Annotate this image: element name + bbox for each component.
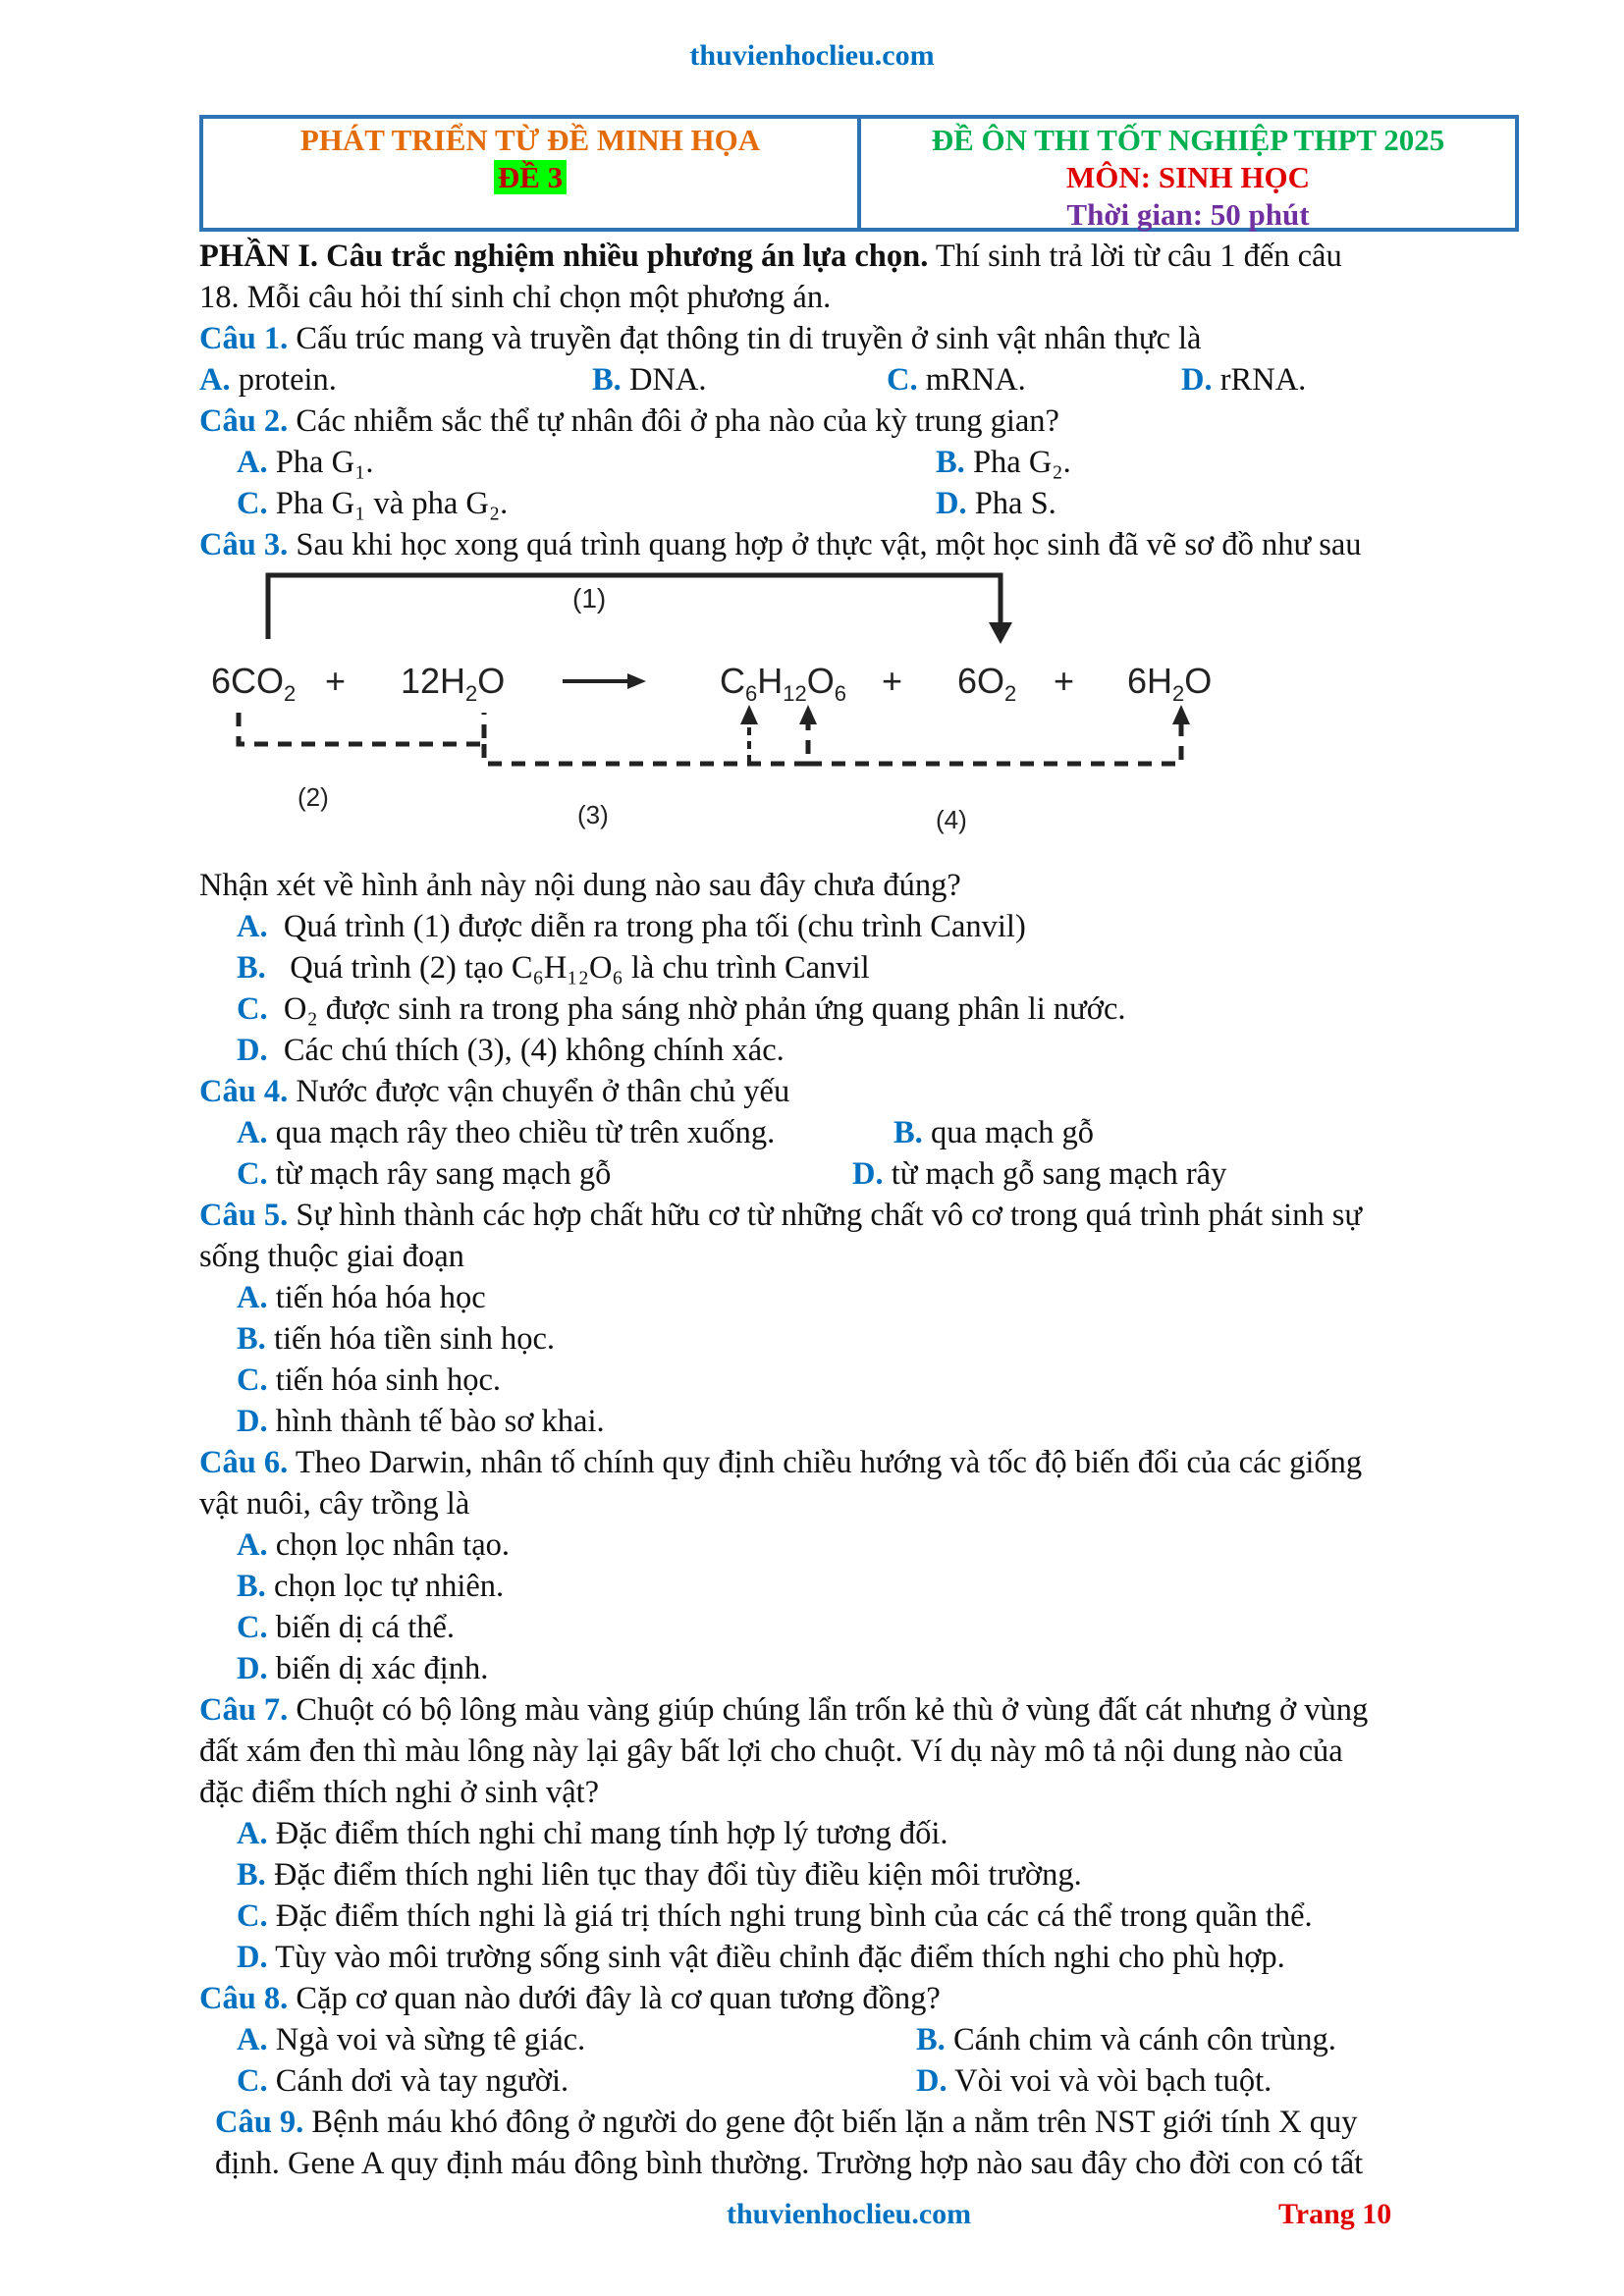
- q7-option-a[interactable]: A. Đặc điểm thích nghi chỉ mang tính hợp lý tương đối.: [237, 1816, 948, 1851]
- q5-option-b[interactable]: B. tiến hóa tiền sinh học.: [237, 1321, 556, 1357]
- header-right-cell: [861, 119, 1515, 232]
- question-7-cont: đất xám đen thì màu lông này lại gây bất lợi cho chuột. Ví dụ này mô tả nội dung nào của: [199, 1734, 1343, 1769]
- question-text: Theo Darwin, nhân tố chính quy định chiều hướng và tốc độ biến đổi của các giống: [288, 1445, 1363, 1480]
- arrow-head-icon: [740, 705, 758, 724]
- question-text: Nước được vận chuyển ở thân chủ yếu: [288, 1074, 790, 1109]
- question-text: Cặp cơ quan nào dưới đây là cơ quan tương đồng?: [288, 1981, 941, 2016]
- process-2-bracket: [239, 713, 484, 744]
- footer-site-link[interactable]: thuvienhoclieu.com: [727, 2198, 972, 2230]
- question-7-cont2: đặc điểm thích nghi ở sinh vật?: [199, 1775, 600, 1810]
- question-label: Câu 4.: [199, 1074, 289, 1109]
- q3-option-d[interactable]: D. Các chú thích (3), (4) không chính xác.: [237, 1033, 785, 1068]
- question-label: Câu 1.: [199, 321, 289, 356]
- q1-option-d[interactable]: D. rRNA.: [1181, 362, 1307, 398]
- q5-option-d[interactable]: D. hình thành tế bào sơ khai.: [237, 1404, 605, 1439]
- question-3: [199, 524, 1519, 565]
- question-label: Câu 2.: [199, 403, 289, 439]
- part1-intro: [199, 236, 1519, 277]
- part1-title: PHẦN I. Câu trắc nghiệm nhiều phương án lựa chọn.: [199, 239, 929, 274]
- header-left-cell: [203, 119, 861, 228]
- diagram-label-4: (4): [936, 805, 967, 834]
- process-1-bracket: [268, 575, 1001, 639]
- q8-option-d[interactable]: D. Vòi voi và vòi bạch tuột.: [916, 2063, 1272, 2099]
- process-4-bracket: [808, 713, 1181, 764]
- question-label: Câu 3.: [199, 527, 289, 562]
- q4-options-row2: [199, 1153, 1519, 1195]
- q8-options-row1: [199, 2019, 1519, 2060]
- question-label: Câu 8.: [199, 1981, 289, 2016]
- question-text: Sự hình thành các hợp chất hữu cơ từ những chất vô cơ trong quá trình phát sinh sự: [288, 1198, 1362, 1233]
- exam-duration: Thời gian: 50 phút: [1066, 197, 1310, 232]
- q8-option-b[interactable]: B. Cánh chim và cánh côn trùng.: [916, 2022, 1336, 2057]
- site-header-link[interactable]: thuvienhoclieu.com: [689, 39, 935, 72]
- q1-option-c[interactable]: C. mRNA.: [887, 362, 1026, 398]
- q4-option-b[interactable]: B. qua mạch gỗ: [893, 1115, 1094, 1150]
- q6-option-c[interactable]: C. biến dị cá thể.: [237, 1610, 456, 1645]
- question-text: Chuột có bộ lông màu vàng giúp chúng lẩn trốn kẻ thù ở vùng đất cát nhưng ở vùng: [288, 1692, 1369, 1728]
- question-text: Sau khi học xong quá trình quang hợp ở thực vật, một học sinh đã vẽ sơ đồ như sau: [288, 527, 1362, 562]
- q3-prompt: Nhận xét về hình ảnh này nội dung nào sau đây chưa đúng?: [199, 868, 961, 903]
- question-text: Các nhiễm sắc thể tự nhân đôi ở pha nào của kỳ trung gian?: [288, 403, 1059, 439]
- q2-option-c[interactable]: C. Pha G₁ và pha G₂.: [237, 486, 509, 521]
- diagram-co2: $6CO_2$: [211, 661, 297, 706]
- diagram-label-3: (3): [577, 800, 609, 829]
- diagram-o2: $6O_2$: [957, 661, 1017, 706]
- question-1: [199, 318, 1519, 359]
- q2-options-row2: [199, 483, 1519, 524]
- question-4: [199, 1071, 1519, 1112]
- question-label: Câu 6.: [199, 1445, 289, 1480]
- q6-option-d[interactable]: D. biến dị xác định.: [237, 1651, 489, 1686]
- question-label: Câu 7.: [199, 1692, 289, 1728]
- exam-title: ĐỀ ÔN THI TỐT NGHIỆP THPT 2025: [931, 123, 1445, 157]
- question-7: [199, 1689, 1519, 1731]
- q7-option-c[interactable]: C. Đặc điểm thích nghi là giá trị thích nghi trung bình của các cá thể trong quần thể.: [237, 1898, 1313, 1934]
- part1-intro-line2: 18. Mỗi câu hỏi thí sinh chỉ chọn một phương án.: [199, 280, 832, 315]
- arrow-head-icon: [627, 673, 646, 689]
- diagram-plus-1: +: [325, 661, 347, 701]
- q1-option-b[interactable]: B. DNA.: [592, 362, 707, 398]
- q4-options-row1: [199, 1112, 1519, 1153]
- question-text: Bệnh máu khó đông ở người do gene đột biến lặn a nằm trên NST giới tính X quy: [303, 2105, 1358, 2140]
- exam-number: ĐỀ 3: [494, 160, 567, 194]
- q7-option-b[interactable]: B. Đặc điểm thích nghi liên tục thay đổi tùy điều kiện môi trường.: [237, 1857, 1082, 1893]
- diagram-glucose: $C_6H_{12}O_6$: [720, 661, 846, 706]
- q6-option-a[interactable]: A. chọn lọc nhân tạo.: [237, 1527, 510, 1563]
- question-8: [199, 1978, 1519, 2019]
- q8-options-row2: [199, 2060, 1519, 2102]
- q2-options-row1: [199, 442, 1519, 483]
- diagram-label-1: (1): [572, 583, 607, 614]
- q2-option-a[interactable]: A. Pha G₁.: [237, 445, 374, 480]
- q6-option-b[interactable]: B. chọn lọc tự nhiên.: [237, 1569, 505, 1604]
- question-5: [199, 1195, 1519, 1236]
- question-label: Câu 9.: [215, 2105, 304, 2140]
- q3-option-a[interactable]: A. Quá trình (1) được diễn ra trong pha tối (chu trình Canvil): [237, 909, 1026, 944]
- diagram-h2o-reactant: $12H_2O$: [401, 661, 506, 706]
- exam-header-box: [199, 115, 1519, 232]
- q8-option-c[interactable]: C. Cánh dơi và tay người.: [237, 2063, 569, 2099]
- q7-option-d[interactable]: D. Tùy vào môi trường sống sinh vật điều chỉnh đặc điểm thích nghi cho phù hợp.: [237, 1940, 1285, 1975]
- q2-option-d[interactable]: D. Pha S.: [936, 486, 1056, 521]
- q1-options: [199, 359, 1519, 400]
- diagram-plus-2: +: [882, 661, 903, 701]
- question-9: [199, 2102, 1519, 2143]
- exam-content: [199, 236, 1519, 2184]
- question-5-cont: sống thuộc giai đoạn: [199, 1239, 464, 1274]
- diagram-plus-3: +: [1054, 661, 1075, 701]
- q4-option-a[interactable]: A. qua mạch rây theo chiều từ trên xuống.: [237, 1115, 776, 1150]
- q3-option-c[interactable]: C. O₂ được sinh ra trong pha sáng nhờ phản ứng quang phân li nước.: [237, 991, 1126, 1027]
- question-6: [199, 1442, 1519, 1483]
- arrow-head-icon: [989, 622, 1012, 644]
- header-source: PHÁT TRIỂN TỪ ĐỀ MINH HỌA: [299, 123, 761, 157]
- process-3-bracket: [484, 713, 808, 764]
- part1-instructions: Thí sinh trả lời từ câu 1 đến câu: [928, 239, 1342, 274]
- q3-option-b[interactable]: B. Quá trình (2) tạo C₆H₁₂O₆ là chu trình Canvil: [237, 950, 870, 986]
- q2-option-b[interactable]: B. Pha G₂.: [936, 445, 1071, 480]
- q4-option-c[interactable]: C. từ mạch rây sang mạch gỗ: [237, 1156, 612, 1192]
- diagram-label-2: (2): [298, 782, 329, 812]
- q8-option-a[interactable]: A. Ngà voi và sừng tê giác.: [237, 2022, 586, 2057]
- question-9-cont: định. Gene A quy định máu đông bình thường. Trường hợp nào sau đây cho đời con có tất: [215, 2146, 1364, 2181]
- arrow-head-icon: [799, 705, 817, 724]
- q1-option-a[interactable]: A. protein.: [199, 362, 337, 398]
- q5-option-c[interactable]: C. tiến hóa sinh học.: [237, 1362, 501, 1398]
- exam-subject: MÔN: SINH HỌC: [1066, 160, 1310, 194]
- q4-option-d[interactable]: D. từ mạch gỗ sang mạch rây: [852, 1156, 1227, 1192]
- page-number: Trang 10: [1278, 2198, 1392, 2230]
- photosynthesis-diagram: [199, 565, 1519, 865]
- question-text: Cấu trúc mang và truyền đạt thông tin di truyền ở sinh vật nhân thực là: [288, 321, 1202, 356]
- question-label: Câu 5.: [199, 1198, 289, 1233]
- question-6-cont: vật nuôi, cây trồng là: [199, 1486, 470, 1522]
- diagram-h2o-product: $6H_2O$: [1127, 661, 1213, 706]
- arrow-head-icon: [1172, 705, 1190, 724]
- q5-option-a[interactable]: A. tiến hóa hóa học: [237, 1280, 486, 1315]
- question-2: [199, 400, 1519, 442]
